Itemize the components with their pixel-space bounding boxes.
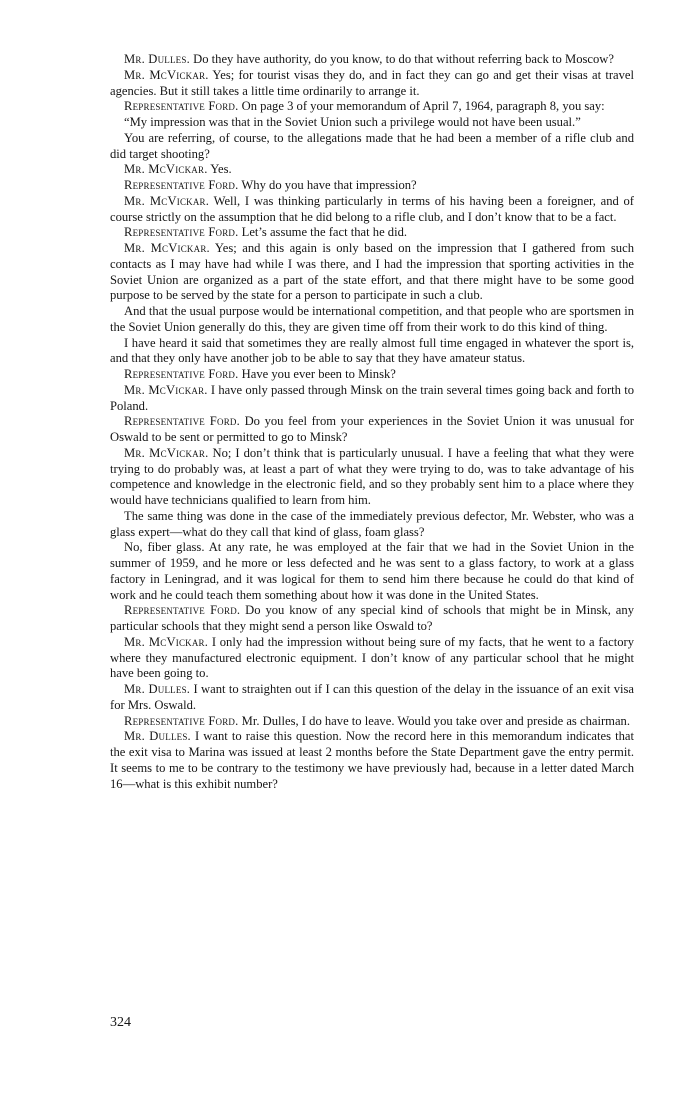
transcript-paragraph: [110, 540, 634, 603]
speaker-name: Representative Ford.: [124, 225, 239, 240]
speaker-name: Representative Ford.: [124, 713, 239, 728]
transcript-paragraph: [110, 115, 634, 131]
paragraph-text: Do you feel from your experiences in the Soviet Union it was unusual for Oswald to be sent or permitted to go to Minsk?: [110, 414, 634, 444]
paragraph-text: Well, I was thinking particularly in terms of his having been a foreigner, and of course strictly on the assumption that he did belong to a rifle club, and I don’t know that to be a fact.: [110, 193, 634, 224]
paragraph-text: I want to straighten out if I can this question of the delay in the issuance of an exit visa for Mrs. Oswald.: [110, 682, 634, 712]
speaker-name: Representative Ford.: [124, 603, 241, 618]
transcript-paragraph: [110, 241, 634, 304]
paragraph-text: I have heard it said that sometimes they are really almost full time engaged in whatever the sport is, and that they only have another job to be able to say that they have amateur status.: [110, 335, 634, 366]
transcript-paragraph: [110, 304, 634, 336]
transcript-paragraph: [110, 225, 634, 241]
speaker-name: Representative Ford.: [124, 367, 239, 381]
paragraph-text: I want to raise this question. Now the record here in this memorandum indicates that the exit visa to Marina was issued at least 2 months before the State Department gave the entry permit. It seems to me to be contrary to the testimony we have previously had, because in a letter dated March 16—what is this exhibit number?: [110, 729, 634, 791]
transcript-paragraph: [110, 603, 634, 635]
speaker-name: Mr. Dulles.: [124, 52, 190, 66]
transcript-paragraph: [110, 162, 634, 178]
speaker-name: Mr. McVickar.: [124, 445, 209, 460]
speaker-name: Mr. McVickar.: [124, 67, 209, 82]
transcript-paragraph: [110, 52, 634, 68]
paragraph-text: “My impression was that in the Soviet Union such a privilege would not have been usual.”: [124, 115, 581, 129]
transcript-paragraph: [110, 336, 634, 368]
transcript-paragraph: [110, 714, 634, 730]
paragraph-text: No, fiber glass. At any rate, he was employed at the fair that we had in the Soviet Union in the summer of 1959, and he more or less defected and he was sent to a glass factory, to work at a glass factory in Leningrad, and it was logical for them to send him there because he could do that kind of work and he could teach them something about how it was done in the United States.: [110, 540, 634, 602]
transcript-paragraph: [110, 178, 634, 194]
transcript-paragraph: [110, 383, 634, 415]
paragraph-text: Yes; and this again is only based on the impression that I gathered from such contacts as I may have had while I was there, and I had the impression that sporting activities in the Soviet Union are organized as a part of the state effort, and that there might have to be some good purpose to be served by the state for a person to participate in such a club.: [110, 241, 634, 303]
page-number: 324: [110, 1015, 131, 1030]
paragraph-text: You are referring, of course, to the allegations made that he had been a member of a rifle club and did target shooting?: [110, 130, 634, 161]
transcript-paragraph: [110, 194, 634, 226]
transcript-paragraph: [110, 367, 634, 383]
speaker-name: Representative Ford.: [124, 178, 239, 192]
paragraph-text: On page 3 of your memorandum of April 7, 1964, paragraph 8, you say:: [238, 99, 605, 114]
transcript-paragraph: [110, 446, 634, 509]
speaker-name: Mr. McVickar.: [124, 241, 210, 255]
transcript-paragraph: [110, 635, 634, 682]
paragraph-text: Do they have authority, do you know, to do that without referring back to Moscow?: [189, 52, 614, 66]
paragraph-text: Have you ever been to Minsk?: [238, 367, 396, 381]
transcript-paragraph: [110, 682, 634, 714]
paragraph-text: Yes.: [207, 162, 232, 177]
paragraph-text: I only had the impression without being sure of my facts, that he went to a factory where they manufactured electronic equipment. I don’t know of any particular school that he might have been going to.: [110, 634, 634, 681]
transcript-paragraph: [110, 414, 634, 446]
speaker-name: Mr. McVickar.: [124, 162, 208, 177]
paragraph-text: No; I don’t think that is particularly unusual. I have a feeling that what they were trying to do probably was, at least a part of what they were trying to do, was to take advantage of his competence and knowledge in the electronic field, and so they probably sent him to a place where they would have technicians qualified to learn from him.: [110, 445, 634, 507]
paragraph-text: Mr. Dulles, I do have to leave. Would you take over and preside as chairman.: [238, 713, 630, 728]
speaker-name: Representative Ford.: [124, 414, 240, 429]
transcript-paragraph: [110, 729, 634, 792]
speaker-name: Mr. Dulles.: [124, 682, 191, 696]
paragraph-text: I have only passed through Minsk on the train several times going back and forth to Poland.: [110, 382, 634, 413]
transcript-paragraph: [110, 509, 634, 541]
paragraph-text: And that the usual purpose would be international competition, and that people who are sportsmen in the Soviet Union generally do this, they are given time off from their work to do this kind of thing.: [110, 304, 634, 334]
paragraph-text: Why do you have that impression?: [238, 178, 417, 192]
speaker-name: Representative Ford.: [124, 99, 239, 114]
paragraph-text: Do you know of any special kind of schools that might be in Minsk, any particular schools that they might send a person like Oswald to?: [110, 603, 634, 633]
speaker-name: Mr. McVickar.: [124, 193, 210, 208]
transcript-paragraph: [110, 131, 634, 163]
speaker-name: Mr. McVickar.: [124, 382, 208, 397]
paragraph-text: Let’s assume the fact that he did.: [238, 225, 408, 240]
paragraph-text: Yes; for tourist visas they do, and in fact they can go and get their visas at travel agencies. But it still takes a little time ordinarily to arrange it.: [110, 67, 634, 98]
transcript-paragraph: [110, 68, 634, 100]
transcript-body: [110, 52, 634, 792]
paragraph-text: The same thing was done in the case of the immediately previous defector, Mr. Webster, who was a glass expert—what do they call that kind of glass, foam glass?: [110, 508, 634, 539]
speaker-name: Mr. Dulles.: [124, 729, 191, 744]
transcript-paragraph: [110, 99, 634, 115]
speaker-name: Mr. McVickar.: [124, 634, 209, 649]
